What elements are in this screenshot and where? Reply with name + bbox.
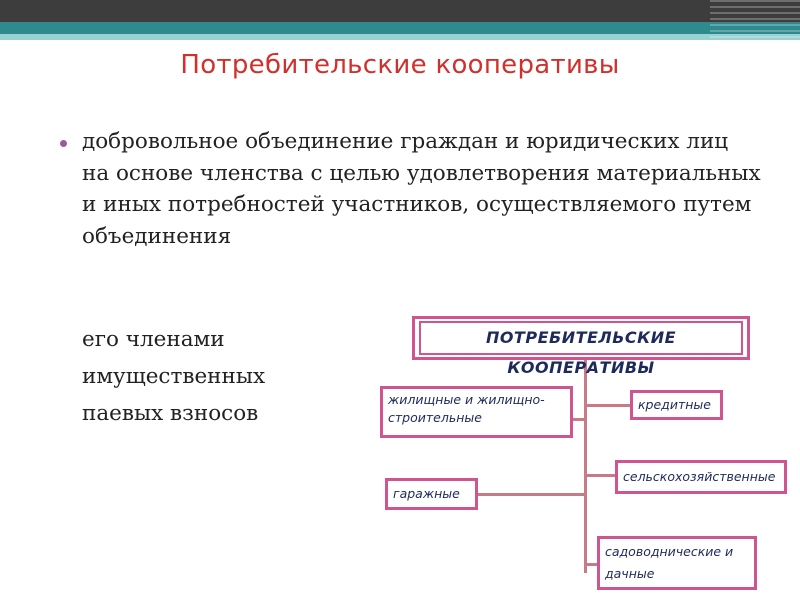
connector-right-2 [585, 474, 615, 477]
slide-title: Потребительские кооперативы [180, 50, 620, 80]
diagram-box-credit [630, 390, 723, 420]
connector-left-2 [477, 493, 585, 496]
diagram-root-box [412, 316, 750, 377]
cooperatives-diagram [375, 298, 795, 598]
bullet-icon [60, 140, 67, 147]
diagram-box-garage [385, 478, 478, 510]
header-light-band [0, 34, 800, 40]
header-corner-stripes [710, 0, 800, 40]
continuation-line-3: паевых взносов [82, 401, 259, 426]
connector-right-3 [585, 563, 597, 566]
diagram-box-garage-label: гаражные [393, 486, 460, 501]
diagram-box-housing-label: жилищные и жилищно-строительные [388, 392, 545, 425]
continuation-line-2: имущественных [82, 364, 266, 389]
connector-left-1 [572, 418, 585, 421]
continuation-line-1: его членами [82, 327, 225, 352]
diagram-box-garden-label: садоводнические и дачные [605, 544, 734, 581]
header-teal-band [0, 22, 800, 34]
connector-root-down [584, 360, 587, 573]
diagram-box-agricultural [615, 460, 787, 494]
diagram-box-garden [597, 536, 757, 590]
diagram-box-agricultural-label: сельскохозяйственные [623, 469, 776, 484]
diagram-root-label: ПОТРЕБИТЕЛЬСКИЕ КООПЕРАТИВЫ [419, 321, 743, 355]
header-dark-band [0, 0, 800, 22]
diagram-box-credit-label: кредитные [638, 397, 711, 412]
definition-continuation [82, 321, 382, 432]
definition-text: добровольное объединение граждан и юридических лиц на основе членства с целью удовлетворения материальных и иных потребностей участников, осуществляемого путем объединения [82, 129, 761, 249]
connector-right-1 [585, 404, 630, 407]
diagram-box-housing [380, 386, 573, 438]
